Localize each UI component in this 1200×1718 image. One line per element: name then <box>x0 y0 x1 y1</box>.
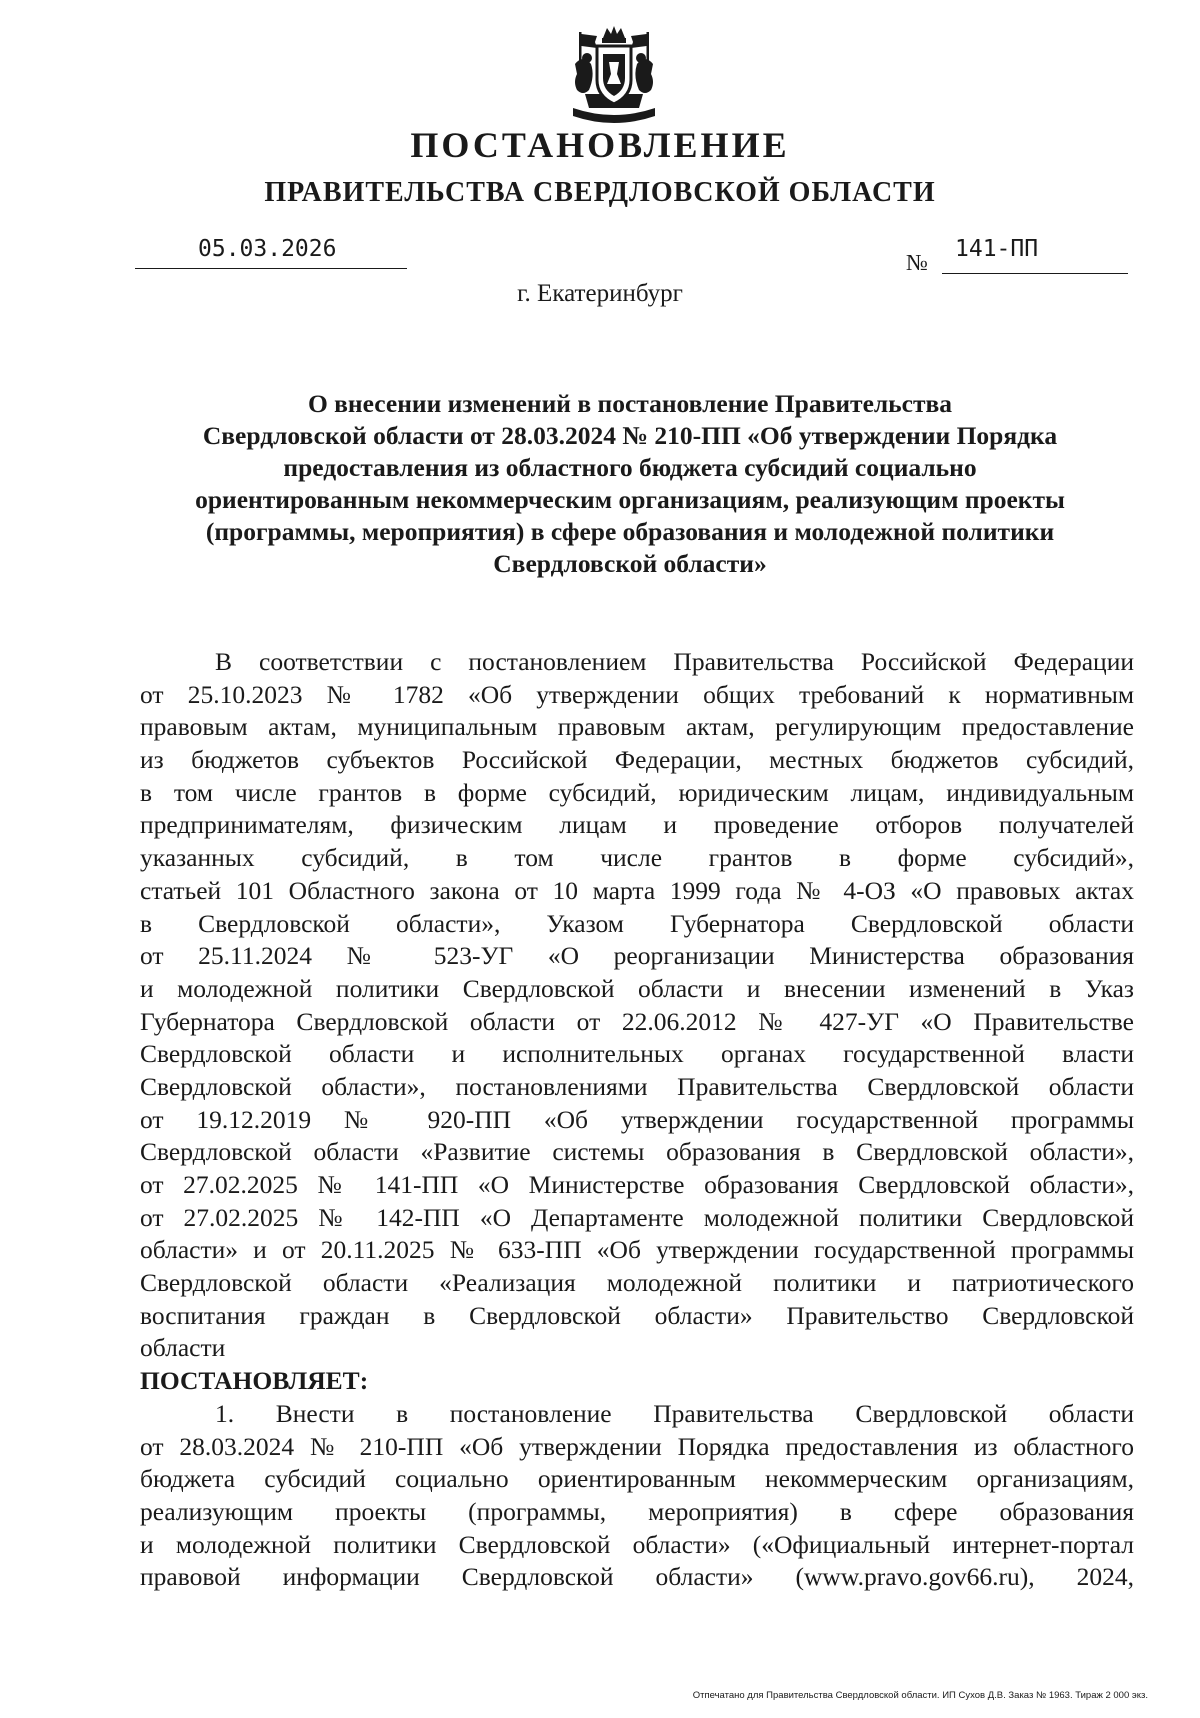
body-line: области» и от 20.11.2025 № 633-ПП «Об утверждении государственной программы <box>140 1235 1134 1265</box>
body-line: от 25.10.2023 № 1782 «Об утверждении общих требований к нормативным <box>140 679 1134 709</box>
body-line: и молодежной политики Свердловской области» («Официальный интернет-портал <box>140 1529 1134 1559</box>
body-line: Губернатора Свердловской области от 22.06.2012 № 427-УГ «О Правительстве <box>140 1006 1134 1036</box>
body-line: правовой информации Свердловской области» (www.pravo.gov66.ru), 2024, <box>140 1562 1134 1592</box>
print-footer: Отпечатано для Правительства Свердловской области. ИП Сухов Д.В. Заказ № 1963. Тираж 2 000 экз. <box>692 1690 1148 1701</box>
body-line: В соответствии с постановлением Правительства Российской Федерации <box>215 647 1134 676</box>
body-line: от 27.02.2025 № 142-ПП «О Департаменте молодежной политики Свердловской <box>140 1202 1134 1232</box>
body-line: от 19.12.2019 № 920-ПП «Об утверждении государственной программы <box>140 1104 1134 1134</box>
heading-line: Свердловской области от 28.03.2024 № 210-ПП «Об утверждении Порядка <box>202 421 1058 450</box>
body-line: из бюджетов субъектов Российской Федерации, местных бюджетов субсидий, <box>140 745 1134 775</box>
body-line: воспитания граждан в Свердловской области» Правительство Свердловской <box>140 1300 1134 1330</box>
date-underline <box>135 268 407 269</box>
body-line: статьей 101 Областного закона от 10 марта 1999 года № 4-ОЗ «О правовых актах <box>140 875 1134 905</box>
document-body <box>140 646 1134 1594</box>
body-line: Свердловской области «Развитие системы образования в Свердловской области», <box>140 1137 1134 1167</box>
heading-line: Свердловской области» <box>493 549 767 578</box>
body-line: в том числе грантов в форме субсидий, юридическим лицам, индивидуальным <box>140 777 1134 807</box>
heading-line: (программы, мероприятия) в сфере образования и молодежной политики <box>205 517 1055 546</box>
document-number: 141-ПП <box>955 236 1039 262</box>
body-line: указанных субсидий, в том числе грантов в форме субсидий», <box>140 843 1134 873</box>
body-line: от 25.11.2024 № 523-УГ «О реорганизации Министерства образования <box>140 941 1134 971</box>
body-line: области <box>140 1333 226 1363</box>
document-title: ПОСТАНОВЛЕНИЕ <box>410 125 790 165</box>
body-line: Свердловской области «Реализация молодежной политики и патриотического <box>140 1268 1134 1298</box>
number-sign: № <box>906 250 928 275</box>
coat-of-arms-emblem <box>565 24 663 136</box>
body-line: от 28.03.2024 № 210-ПП «Об утверждении Порядка предоставления из областного <box>140 1431 1134 1461</box>
document-heading <box>140 388 1120 580</box>
body-line: правовым актам, муниципальным правовым актам, регулирующим предоставление <box>140 712 1134 742</box>
body-line: от 27.02.2025 № 141-ПП «О Министерстве образования Свердловской области», <box>140 1170 1134 1199</box>
heading-line: ориентированным некоммерческим организациям, реализующим проекты <box>195 485 1065 514</box>
number-underline <box>942 273 1128 274</box>
city: г. Екатеринбург <box>517 280 683 307</box>
body-line: в Свердловской области», Указом Губернатора Свердловской области <box>140 908 1134 938</box>
body-line: и молодежной политики Свердловской области и внесении изменений в Указ <box>140 973 1134 1003</box>
body-line: предпринимателям, физическим лицам и проведение отборов получателей <box>140 810 1134 840</box>
body-line: реализующим проекты (программы, мероприятия) в сфере образования <box>140 1496 1134 1526</box>
resolves-heading: ПОСТАНОВЛЯЕТ: <box>140 1366 369 1396</box>
document-date: 05.03.2026 <box>198 236 337 262</box>
body-line: Свердловской области и исполнительных органах государственной власти <box>140 1039 1134 1069</box>
body-line: бюджета субсидий социально ориентированным некоммерческим организациям, <box>140 1464 1134 1494</box>
document-issuer: ПРАВИТЕЛЬСТВА СВЕРДЛОВСКОЙ ОБЛАСТИ <box>264 177 936 208</box>
body-line: Свердловской области», постановлениями Правительства Свердловской области <box>140 1071 1134 1101</box>
heading-line: О внесении изменений в постановление Правительства <box>307 389 953 418</box>
heading-line: предоставления из областного бюджета субсидий социально <box>283 453 977 482</box>
body-line: 1. Внести в постановление Правительства Свердловской области <box>215 1398 1134 1428</box>
